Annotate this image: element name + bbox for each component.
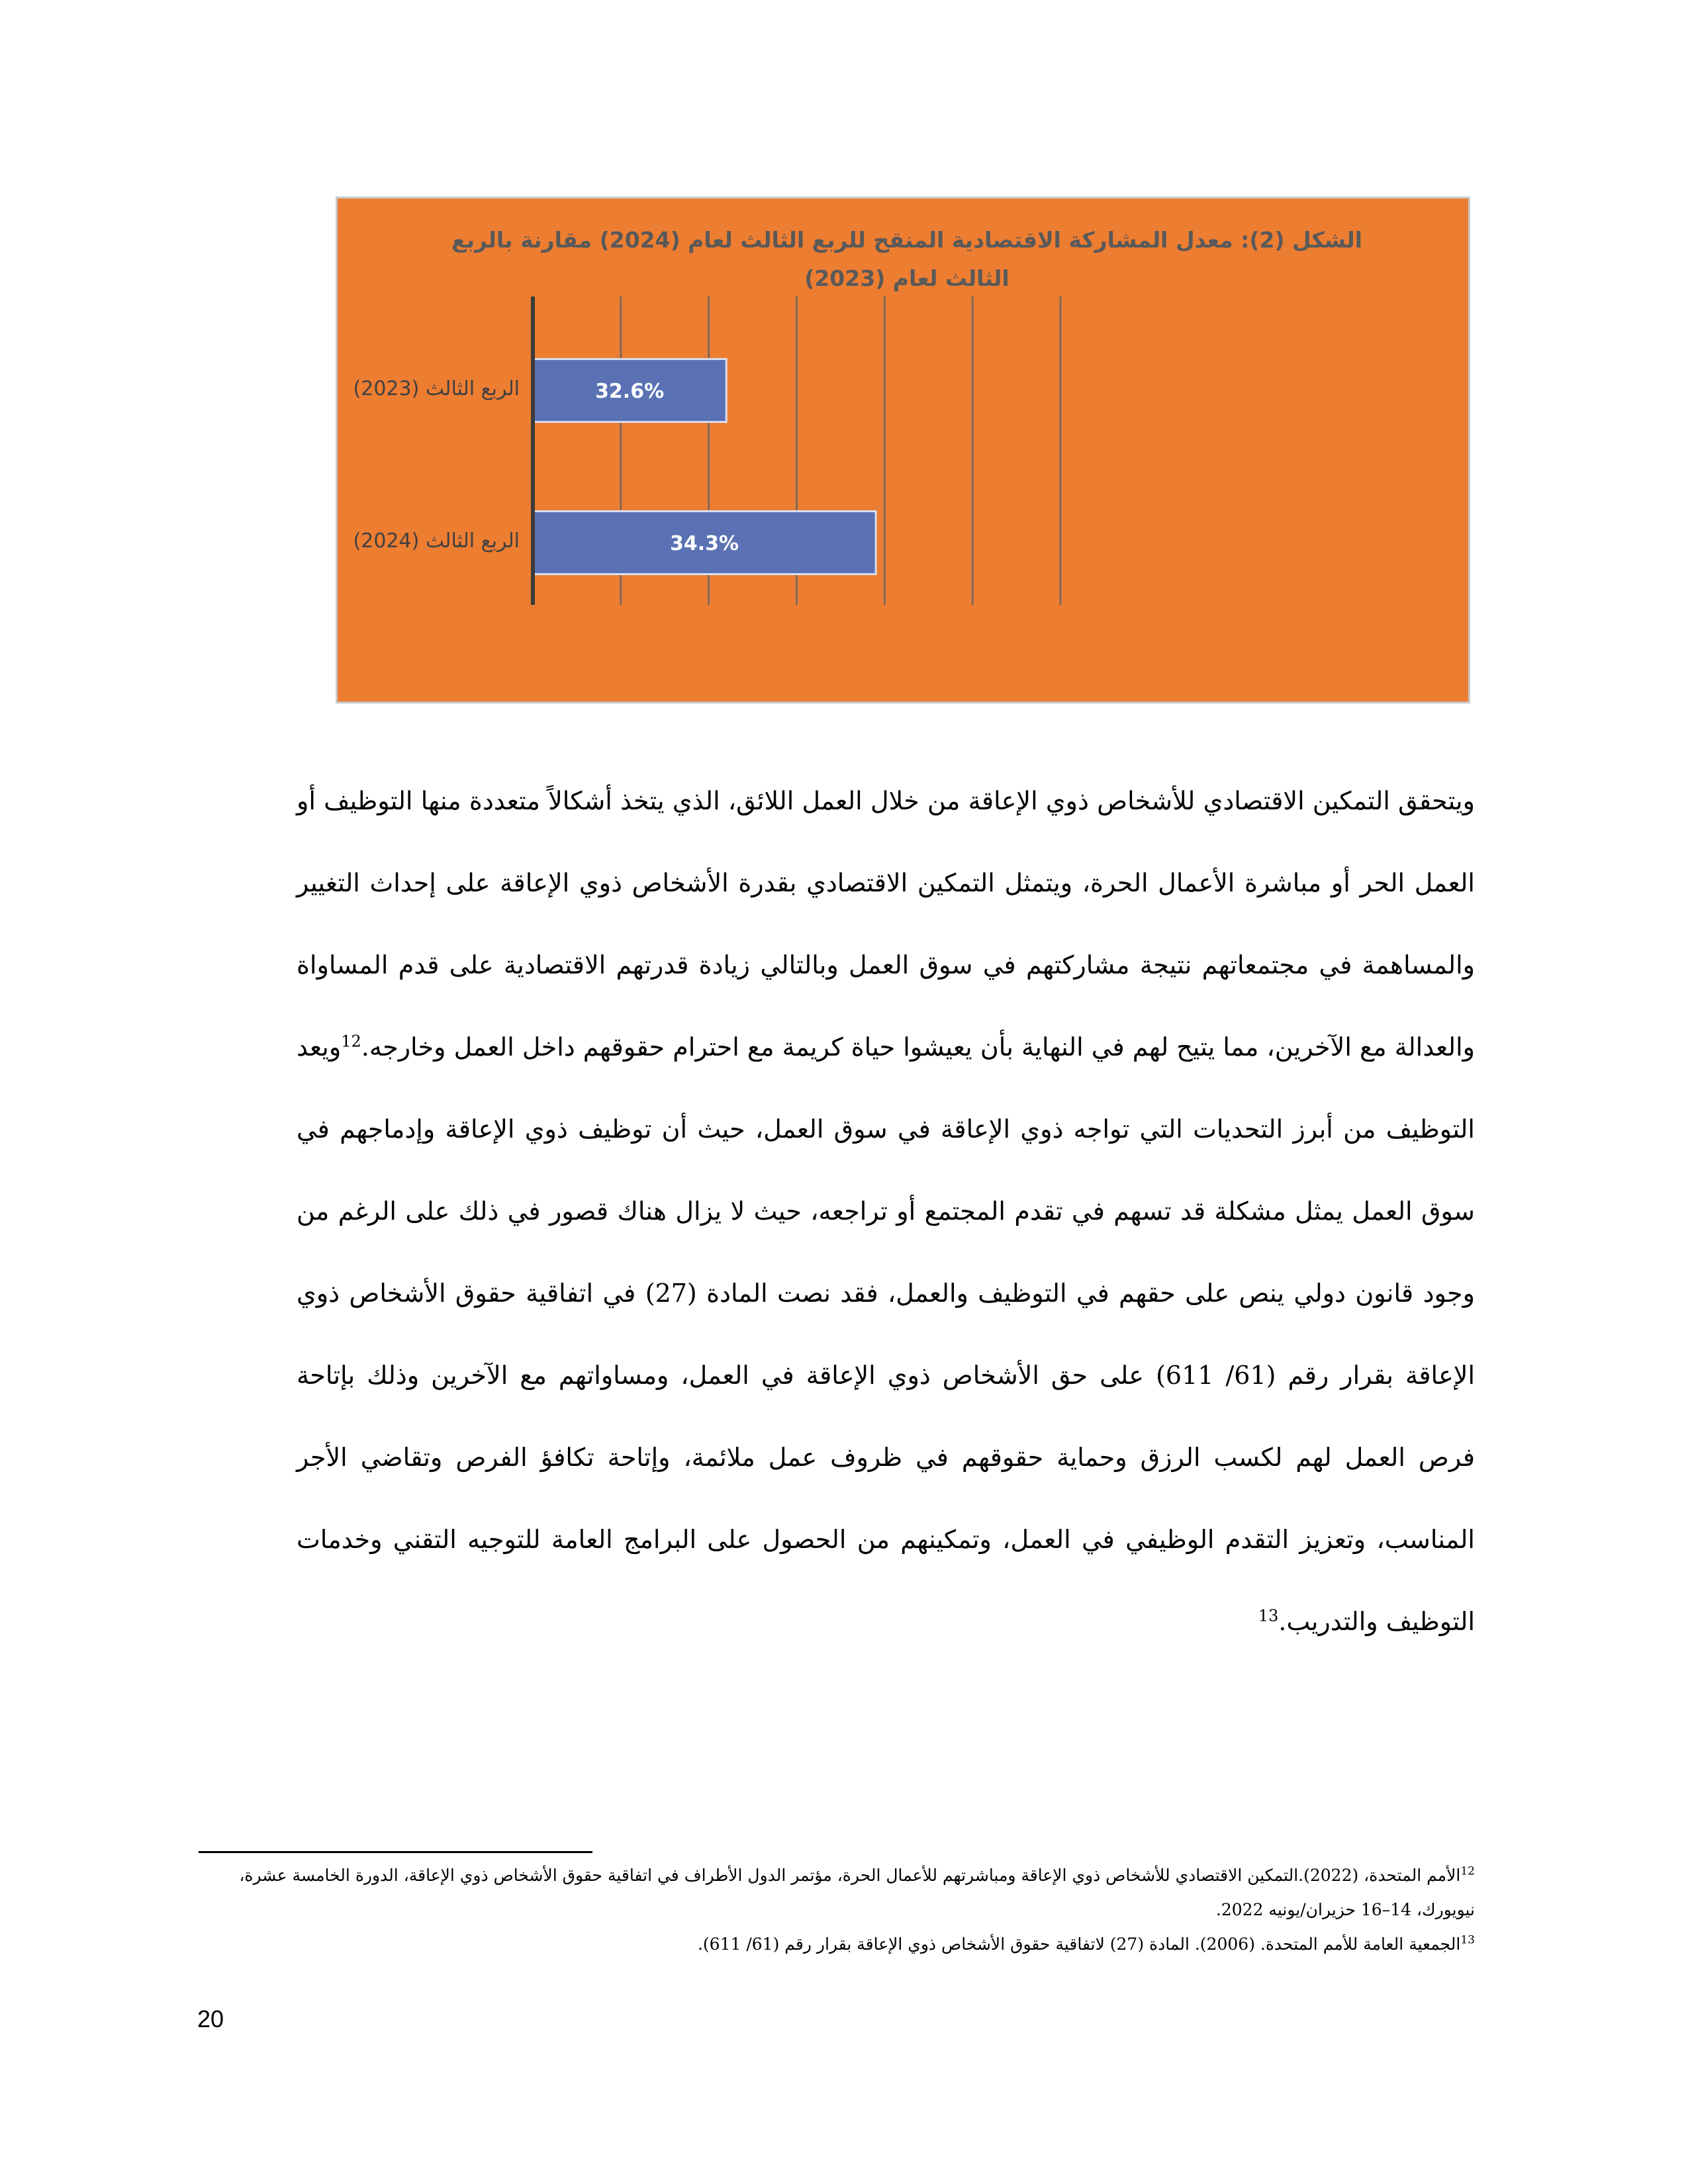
footnote-12 [225, 1858, 1475, 1927]
body-text-part-2: ويعد التوظيف من أبرز التحديات التي تواجه ذوي الإعاقة في سوق العمل، حيث أن توظيف ذوي الإعاقة وإدماجهم في سوق العمل يمثل مشكلة قد تسهم في تقدم المجتمع أو تراجعه، حيث لا يزال هناك قصور في ذلك على الرغم من وجود قانون دولي ينص على حقهم في التوظيف والعمل، فقد نصت المادة (27) في اتفاقية حقوق الأشخاص ذوي الإعاقة بقرار رقم (61/ 611) على حق الأشخاص ذوي الإعاقة في العمل، ومساواتهم مع الآخرين وذلك بإتاحة فرص العمل لهم لكسب الرزق وحماية حقوقهم في ظروف عمل ملائمة، وإتاحة تكافؤ الفرص وتقاضي الأجر المناسب، وتعزيز التقدم الوظيفي في العمل، وتمكينهم من الحصول على البرامج العامة للتوجيه التقني وخدمات التوظيف والتدريب. [297, 1032, 1475, 1636]
body-text-part-1: ويتحقق التمكين الاقتصادي للأشخاص ذوي الإعاقة من خلال العمل اللائق، الذي يتخذ أشكالاً متعددة منها التوظيف أو العمل الحر أو مباشرة الأعمال الحرة، ويتمثل التمكين الاقتصادي بقدرة الأشخاص ذوي الإعاقة على إحداث التغيير والمساهمة في مجتمعاتهم نتيجة مشاركتهم في سوق العمل وبالتالي زيادة قدرتهم الاقتصادية على قدم المساواة والعدالة مع الآخرين، مما يتيح لهم في النهاية بأن يعيشوا حياة كريمة مع احترام حقوقهم داخل العمل وخارجه. [297, 786, 1475, 1062]
footnotes [225, 1858, 1475, 1962]
footnote-ref-12[interactable]: 12 [341, 1032, 361, 1051]
page-number: 20 [197, 2005, 224, 2032]
data-label-1: 34.3% [669, 532, 739, 555]
bar-chart [338, 199, 1468, 702]
footnote-separator [199, 1851, 592, 1853]
chart-title: الشكل (2): معدل المشاركة الاقتصادية المنقح للربع الثالث لعام (2024) مقارنة بالربع الثالث لعام (2023) [451, 227, 1362, 291]
category-label-2023: الربع الثالث (2023) [353, 377, 520, 400]
footnote-text: الأمم المتحدة، (2022).التمكين الاقتصادي للأشخاص ذوي الإعاقة ومباشرتهم للأعمال الحرة، مؤتمر الدول الأطراف في اتفاقية حقوق الأشخاص ذوي الإعاقة، الدورة الخامسة عشرة، نيويورك، 14–16 حزيران/يونيه 2022. [239, 1866, 1475, 1919]
footnote-number: 13 [1460, 1933, 1475, 1947]
chart-figure-2 [336, 197, 1470, 704]
footnote-ref-13[interactable]: 13 [1258, 1606, 1279, 1625]
data-label-0: 32.6% [595, 380, 665, 403]
footnote-number: 12 [1460, 1864, 1475, 1878]
footnote-13 [225, 1927, 1475, 1962]
body-paragraph [297, 760, 1475, 1662]
footnote-text: الجمعية العامة للأمم المتحدة. (2006). المادة (27) لاتفاقية حقوق الأشخاص ذوي الإعاقة بقرار رقم (61/ 611). [697, 1934, 1461, 1954]
category-label-2024: الربع الثالث (2024) [353, 529, 520, 553]
